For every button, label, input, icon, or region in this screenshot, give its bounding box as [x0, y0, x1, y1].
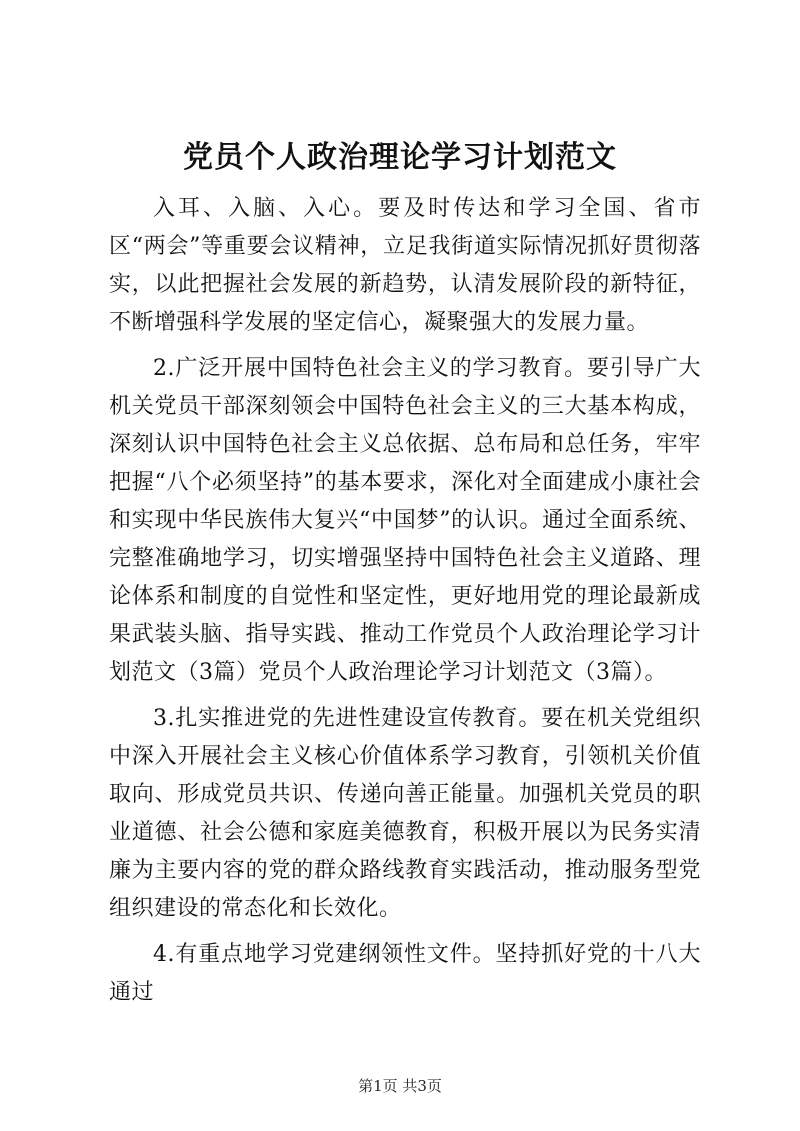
- paragraph-4: 4.有重点地学习党建纲领性文件。坚持抓好党的十八大通过: [109, 942, 701, 1005]
- paragraph-3: 3.扎实推进党的先进性建设宣传教育。要在机关党组织中深入开展社会主义核心价值体系学习教育，引领机关价值取向、形成党员共识、传递向善正能量。加强机关党员的职业道德、社会公德和家庭美德教育，积极开展以为民务实清廉为主要内容的党的群众路线教育实践活动，推动服务型党组织建设的常态化和长效化。: [109, 706, 701, 921]
- paragraph-1: 入耳、入脑、入心。要及时传达和学习全国、省市区“两会”等重要会议精神，立足我街道实际情况抓好贯彻落实，以此把握社会发展的新趋势，认清发展阶段的新特征，不断增强科学发展的坚定信心，凝聚强大的发展力量。: [109, 196, 701, 335]
- paragraph-2: 2.广泛开展中国特色社会主义的学习教育。要引导广大机关党员干部深刻领会中国特色社会主义的三大基本构成，深刻认识中国特色社会主义总依据、总布局和总任务，牢牢把握“八个必须坚持”的基本要求，深化对全面建成小康社会和实现中华民族伟大复兴“中国梦”的认识。通过全面系统、完整准确地学习，切实增强坚持中国特色社会主义道路、理论体系和制度的自觉性和坚定性，更好地用党的理论最新成果武装头脑、指导实践、推动工作党员个人政治理论学习计划范文（3篇）党员个人政治理论学习计划范文（3篇）。: [109, 356, 701, 685]
- document-title: 党员个人政治理论学习计划范文: [183, 140, 617, 175]
- document-body: [109, 190, 701, 1020]
- page-number-footer: 第1页 共3页: [358, 1077, 442, 1095]
